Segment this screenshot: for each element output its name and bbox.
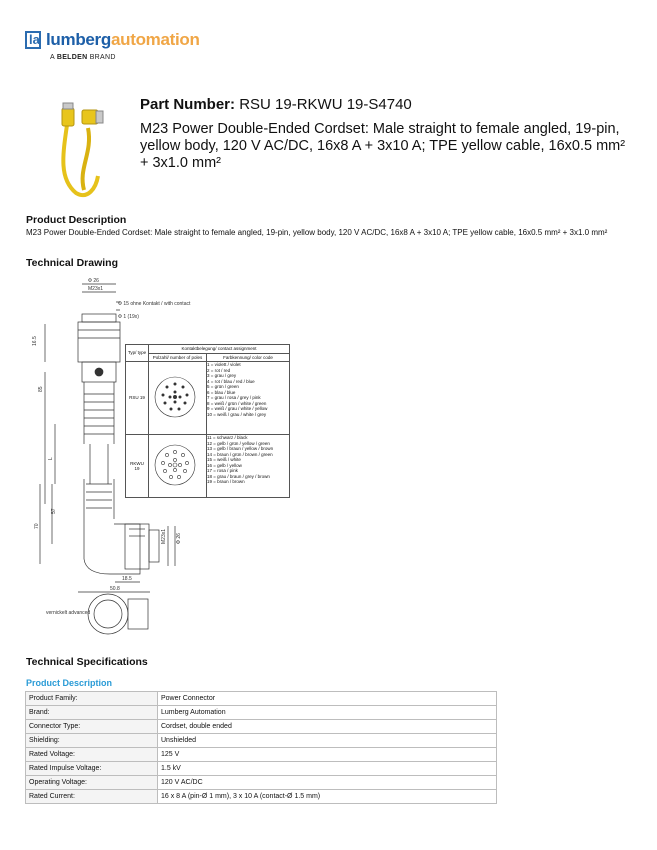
dim-l: L [48, 457, 54, 460]
brand-name-part2: automation [110, 30, 200, 49]
table-header-type: Typ/ type [126, 345, 149, 362]
spec-subheading: Product Description [26, 678, 113, 688]
dim-diameter-26: Φ 26 [88, 278, 99, 284]
dim-70: 70 [34, 523, 40, 529]
product-description-heading: Product Description [26, 214, 127, 226]
dim-18-5: 18.5 [122, 576, 132, 582]
spec-value: 125 V [158, 748, 497, 762]
table-header-poles: Polzahl/ number of poles [149, 353, 207, 362]
rkwu-color-list: 11 = schwarz / black 12 = gelb / grün / yellow / green 13 = gelb / braun / yellow / brown 14 = braun / grün / brown / green 15 = weiß / white 16 = gelb / yellow 17 = rosa / pink 18 = grau / braun / grey / brown 19 = braun / brown [207, 435, 290, 498]
logo-mark-text: la [29, 32, 40, 47]
part-number: Part Number: RSU 19-RKWU 19-S4740 [140, 96, 412, 113]
spec-value: 1.5 kV [158, 762, 497, 776]
note-vernickelt: vernickelt advanced [46, 610, 91, 616]
row-type-rkwu: RKWU 19 [126, 435, 149, 498]
dim-16-5: 16.5 [32, 336, 38, 346]
table-row [26, 734, 497, 748]
spec-label: Shielding: [26, 734, 158, 748]
brand-tagline: A BELDEN BRAND [50, 54, 116, 61]
spec-value: Power Connector [158, 692, 497, 706]
spec-value: Unshielded [158, 734, 497, 748]
dim-m23-b: M23x1 [161, 528, 167, 544]
spec-value: Lumberg Automation [158, 706, 497, 720]
dim-note-1: Φ 15 ohne Kontakt / with contact [118, 301, 191, 307]
spec-value: 16 x 8 A (pin-Ø 1 mm), 3 x 10 A (contact-Ø 1.5 mm) [158, 790, 497, 804]
rkwu-pin-diagram [149, 435, 207, 498]
row-type-rsu: RSU 19 [126, 362, 149, 435]
spec-label: Rated Impulse Voltage: [26, 762, 158, 776]
table-row [26, 706, 497, 720]
product-description-text: M23 Power Double-Ended Cordset: Male straight to female angled, 19-pin, yellow body, 120 V AC/DC, 16x8 A + 3x10 A; TPE yellow cable, 16x0.5 mm² + 3x1.0 mm² [26, 228, 608, 237]
spec-label: Product Family: [26, 692, 158, 706]
brand-logo [46, 30, 200, 50]
dim-57: 57 [51, 508, 57, 514]
yellow-cordset-image [48, 98, 120, 208]
spec-label: Connector Type: [26, 720, 158, 734]
brand-logo-mark [25, 31, 41, 49]
technical-drawing-heading: Technical Drawing [26, 257, 118, 269]
dim-85: 85 [38, 386, 44, 392]
spec-value: 120 V AC/DC [158, 776, 497, 790]
product-title: M23 Power Double-Ended Cordset: Male straight to female angled, 19-pin, yellow body, 120 V AC/DC, 16x8 A + 3x10 A; TPE yellow cable, 16x0.5 mm² + 3x1.0 mm² [140, 121, 626, 171]
spec-label: Brand: [26, 706, 158, 720]
table-row [26, 790, 497, 804]
technical-specs-heading: Technical Specifications [26, 656, 148, 668]
table-row [26, 720, 497, 734]
rsu-color-list: 1 = violett / violet 2 = rot / red 3 = grau / grey 4 = rot / blau / red / blue 5 = grün / green 6 = blau / blue 7 = grau / rosa / grey / pink 8 = weiß / grün / white / green 9 = weiß / grau / white / yellow 10 = weiß / grau / white / grey [207, 362, 290, 435]
dim-50-8: 50.8 [110, 586, 120, 592]
contact-assignment-table [125, 344, 290, 498]
spec-table [25, 691, 497, 804]
rsu-pin-diagram [149, 362, 207, 435]
spec-value: Cordset, double ended [158, 720, 497, 734]
spec-label: Operating Voltage: [26, 776, 158, 790]
table-row [26, 748, 497, 762]
table-row [26, 692, 497, 706]
table-row [26, 776, 497, 790]
dim-26-b: Φ 26 [176, 533, 182, 544]
table-header-contact: Kontaktbelegung/ contact assignment [149, 345, 290, 354]
table-row [26, 762, 497, 776]
spec-label: Rated Voltage: [26, 748, 158, 762]
dim-m23: M23x1 [88, 286, 104, 292]
brand-name-part1: lumberg [46, 30, 111, 49]
dim-note-2: Φ 1 (19x) [118, 314, 139, 320]
spec-label: Rated Current: [26, 790, 158, 804]
table-header-color: Farbkennung/ color code [207, 353, 290, 362]
